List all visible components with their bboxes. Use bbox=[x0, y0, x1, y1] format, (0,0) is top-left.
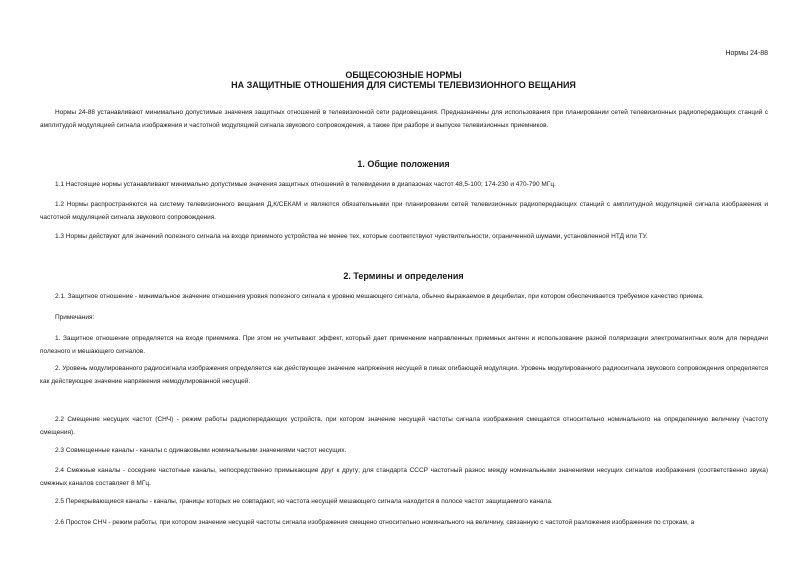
note-2: 2. Уровень модулированного радиосигнала изображения определяется как действующее значение напряжения несущей в пиках огибающей модуляции. Уровень модулированного радиосигнала звукового сопровождения определяется как действующее значение напряжения немодулированной несущей. bbox=[40, 365, 768, 385]
section1-p3: 1.3 Нормы действуют для значений полезного сигнала на входе приемного устройства не менее тех, которые соответствуют чувствительности, ограниченной шумами, установленной НТД или ТУ. bbox=[55, 233, 648, 240]
document-title-line2: НА ЗАЩИТНЫЕ ОТНОШЕНИЯ ДЛЯ СИСТЕМЫ ТЕЛЕВИЗИОННОГО ВЕЩАНИЯ bbox=[231, 80, 576, 90]
section2-p26: 2.6 Простое СНЧ - режим работы, при котором значение несущей частоты сигнала изображения смещено относительно номинального на величину, связанную с частотой разложения изображения по строкам, а bbox=[55, 519, 695, 526]
section2-heading: 2. Термины и определения bbox=[343, 271, 464, 281]
notes-label: Примечания: bbox=[55, 314, 95, 321]
section1-p1: 1.1 Настоящие нормы устанавливают минимально допустимые значения защитных отношений в телевидении в диапазонах частот 48,5-100; 174-230 и 470-790 МГц. bbox=[55, 181, 556, 188]
note-1: 1. Защитное отношение определяется на входе приемника. При этом не учитывают эффект, который дает применение направленных приемных антенн и использование разной поляризации электромагнитных волн для передачи полезного и мешающего сигналов. bbox=[40, 335, 768, 355]
section2-p22: 2.2 Смещение несущих частот (СНЧ) - режим работы радиопередающих устройств, при котором значение несущей частоты сигнала изображения смещается относительно номинального на определенную величину (частоту смещения). bbox=[40, 416, 768, 436]
document-code: Нормы 24-88 bbox=[725, 50, 768, 57]
section2-p23: 2.3 Совмещенные каналы - каналы с одинаковыми номинальными значениями частот несущих. bbox=[55, 447, 347, 454]
section2-p24: 2.4 Смежные каналы - соседние частотные каналы, непосредственно примыкающие друг к другу; для стандарта СССР частотный разнос между номинальными значениями несущих сигналов изображения (соответственно звука) смежных каналов составляет 8 МГц. bbox=[40, 467, 768, 487]
section2-p1: 2.1. Защитное отношение - минимальное значение отношения уровня полезного сигнала к уровню мешающего сигнала, обычно выражаемое в децибелах, при котором обеспечивается требуемое качество приема. bbox=[55, 293, 704, 300]
document-title-line1: ОБЩЕСОЮЗНЫЕ НОРМЫ bbox=[345, 70, 462, 80]
section2-p25: 2.5 Перекрывающиеся каналы - каналы, границы которых не совпадают, но частота несущей мешающего сигнала находится в полосе частот защищаемого канала. bbox=[55, 498, 553, 505]
intro-paragraph: Нормы 24-88 устанавливают минимально допустимые значения защитных отношений в телевизионной сети радиовещания. Предназначены для использования при планировании сетей телевизионных радиопередающих станций с амплитудой модуляцией сигнала изображения и частотной модуляцией сигнала звукового сопровождения, а также при разборе и выпуске телевизионных приемников. bbox=[40, 109, 768, 129]
section1-p2: 1.2 Нормы распространяются на систему телевизионного вещания Д,К/СЕКАМ и являются обязательными при планировании сетей телевизионных радиопередающих станций с амплитудной модуляцией сигнала изображения и частотной модуляцией сигнала звукового сопровождения. bbox=[40, 201, 768, 221]
section1-heading: 1. Общие положения bbox=[357, 159, 450, 169]
